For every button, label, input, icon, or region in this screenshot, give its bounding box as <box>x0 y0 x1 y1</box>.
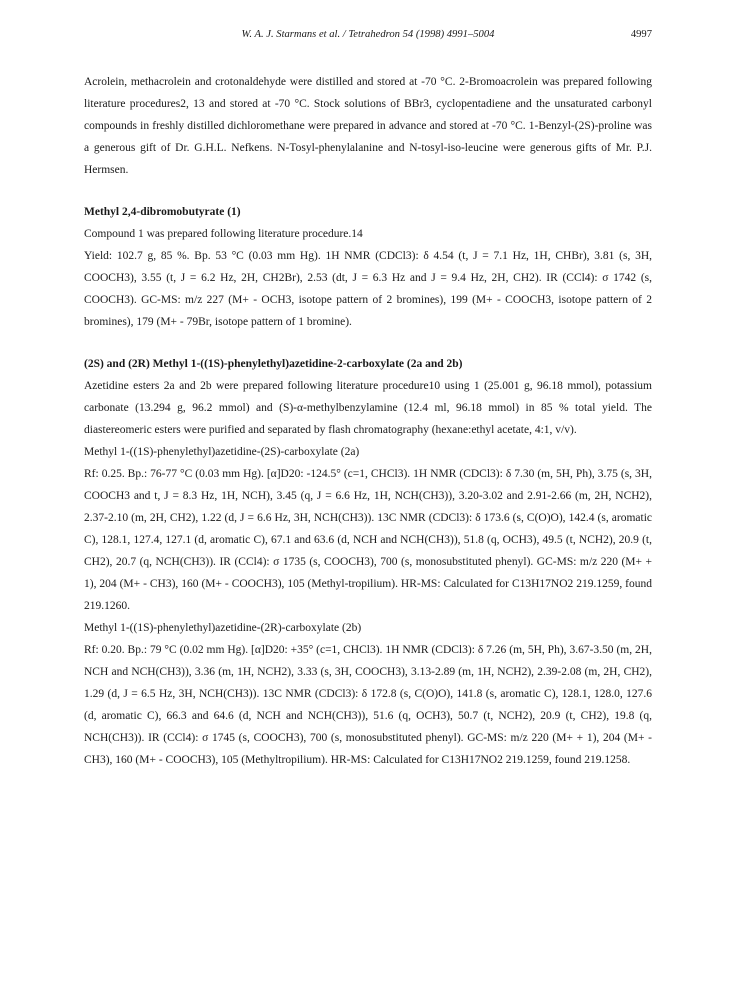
running-header <box>84 29 652 45</box>
section-1-prep: Compound 1 was prepared following literature procedure.14 <box>84 228 363 240</box>
compound-2a-data: Rf: 0.25. Bp.: 76-77 °C (0.03 mm Hg). [α]D20: -124.5° (c=1, CHCl3). 1H NMR (CDCl3): δ 7.30 (m, 5H, Ph), 3.75 (s, 3H, COOCH3 and t, J = 8.3 Hz, 1H, NCH), 3.45 (q, J = 6.6 Hz, 1H, NCH(CH3)), 3.20-3.02 and 2.91-2.66 (m, 2H, NCH2), 2.37-2.10 (m, 2H, CH2), 1.22 (d, J = 6.6 Hz, 3H, NCH(CH3)). 13C NMR (CDCl3): δ 173.6 (s, C(O)O), 142.4 (s, aromatic C), 128.1, 127.4, 127.1 (d, aromatic C), 67.1 and 63.6 (d, NCH and NCH(CH3)), 51.8 (q, OCH3), 49.5 (t, NCH2), 20.9 (t, CH2), 20.7 (q, NCH(CH3)). IR (CCl4): σ 1735 (s, COOCH3), 700 (s, monosubstituted phenyl). GC-MS: m/z 220 (M+ + 1), 204 (M+ - CH3), 160 (M+ - COOCH3), 105 (Methyl-tropilium). HR-MS: Calculated for C13H17NO2 219.1259, found 219.1260. <box>84 468 652 612</box>
compound-2b-data: Rf: 0.20. Bp.: 79 °C (0.02 mm Hg). [α]D20: +35° (c=1, CHCl3). 1H NMR (CDCl3): δ 7.26 (m, 5H, Ph), 3.67-3.50 (m, 2H, NCH and NCH(CH3)), 3.36 (m, 1H, NCH2), 3.33 (s, 3H, COOCH3), 3.13-2.89 (m, 1H, NCH2), 2.39-2.08 (m, 2H, CH2), 1.29 (d, J = 6.5 Hz, 3H, NCH(CH3)). 13C NMR (CDCl3): δ 172.8 (s, C(O)O), 141.8 (s, aromatic C), 128.1, 128.0, 127.6 (d, aromatic C), 66.3 and 64.6 (d, NCH and NCH(CH3)), 51.6 (q, OCH3), 50.7 (t, NCH2), 20.9 (t, CH2), 19.8 (q, NCH(CH3)). IR (CCl4): σ 1745 (s, COOCH3), 700 (s, monosubstituted phenyl). GC-MS: m/z 220 (M+ + 1), 204 (M+ - CH3), 160 (M+ - COOCH3), 105 (Methyltropilium). HR-MS: Calculated for C13H17NO2 219.1259, found 219.1258. <box>84 644 652 766</box>
section-1-data: Yield: 102.7 g, 85 %. Bp. 53 °C (0.03 mm Hg). 1H NMR (CDCl3): δ 4.54 (t, J = 7.1 Hz, 1H, CHBr), 3.81 (s, 3H, COOCH3), 3.55 (t, J = 6.2 Hz, 2H, CH2Br), 2.53 (dt, J = 6.3 Hz and J = 9.4 Hz, 2H, CH2). IR (CCl4): σ 1742 (s, COOCH3). GC-MS: m/z 227 (M+ - OCH3, isotope pattern of 2 bromines), 199 (M+ - COOCH3, isotope pattern of 2 bromines), 179 (M+ - 79Br, isotope pattern of 1 bromine). <box>84 250 652 328</box>
running-title: W. A. J. Starmans et al. / Tetrahedron 54 (1998) 4991–5004 <box>241 29 495 40</box>
compound-2a-title: Methyl 1-((1S)-phenylethyl)azetidine-(2S)-carboxylate (2a) <box>84 446 360 458</box>
section-2-prep: Azetidine esters 2a and 2b were prepared following literature procedure10 using 1 (25.001 g, 96.18 mmol), potassium carbonate (13.294 g, 96.2 mmol) and (S)-α-methylbenzylamine (12.4 ml, 96.18 mmol) in 85 % total yield. The diastereomeric esters were purified and separated by flash chromatography (hexane:ethyl acetate, 4:1, v/v). <box>84 380 652 436</box>
intro-paragraph: Acrolein, methacrolein and crotonaldehyde were distilled and stored at -70 °C. 2-Bromoacrolein was prepared following literature procedures2, 13 and stored at -70 °C. Stock solutions of BBr3, cyclopentadiene and the unsaturated carbonyl compounds in freshly distilled dichloromethane were prepared in advance and stored at -70 °C. 1-Benzyl-(2S)-proline was a generous gift of Dr. G.H.L. Nefkens. N-Tosyl-phenylalanine and N-tosyl-iso-leucine were generous gifts of Mr. P.J. Hermsen. <box>84 76 652 176</box>
page-number: 4997 <box>630 29 652 40</box>
section-heading-compound-2: (2S) and (2R) Methyl 1-((1S)-phenylethyl)azetidine-2-carboxylate (2a and 2b) <box>84 358 463 370</box>
compound-2b-title: Methyl 1-((1S)-phenylethyl)azetidine-(2R)-carboxylate (2b) <box>84 622 362 634</box>
body-text <box>84 71 652 771</box>
section-heading-compound-1: Methyl 2,4-dibromobutyrate (1) <box>84 206 241 218</box>
